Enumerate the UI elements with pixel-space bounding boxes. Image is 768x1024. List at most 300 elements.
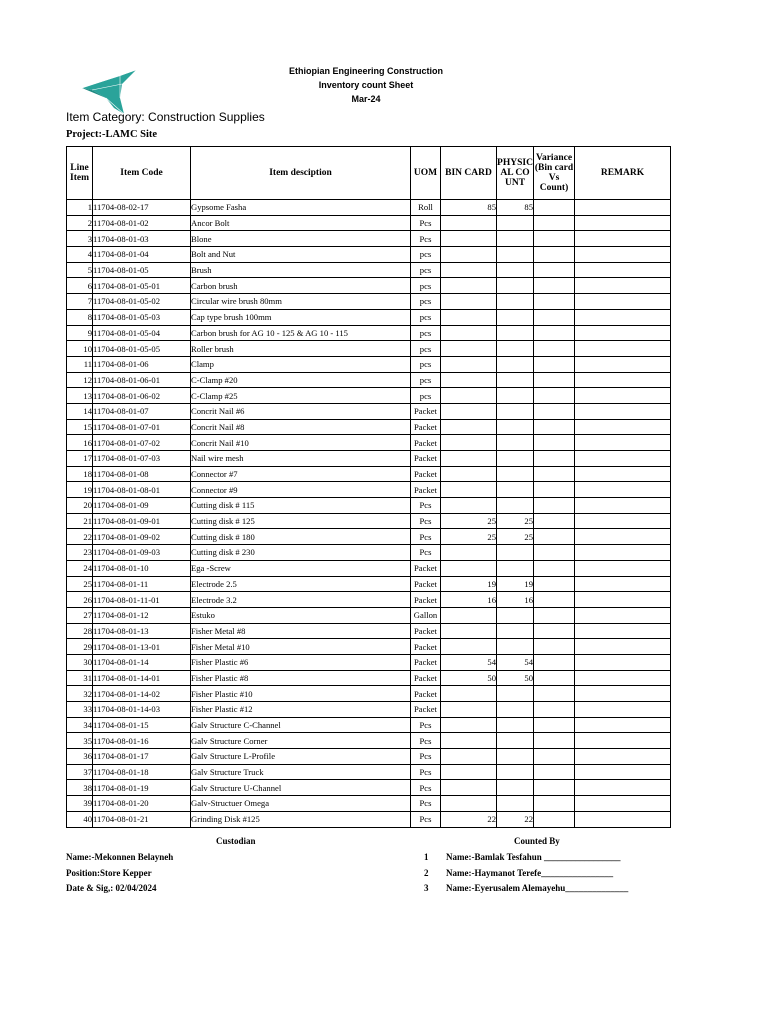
uom-cell: pcs	[411, 294, 441, 310]
item-description-cell: Clamp	[191, 356, 411, 372]
remark-cell	[575, 309, 671, 325]
line-item-cell: 13	[67, 388, 93, 404]
uom-cell: Pcs	[411, 513, 441, 529]
table-row	[67, 451, 671, 467]
table-row	[67, 545, 671, 561]
remark-cell	[575, 607, 671, 623]
physical-count-cell	[497, 419, 534, 435]
physical-count-cell	[497, 466, 534, 482]
item-code-cell: 11704-08-01-06-02	[93, 388, 191, 404]
table-row	[67, 670, 671, 686]
line-item-cell: 26	[67, 592, 93, 608]
bin-card-cell	[441, 749, 497, 765]
custodian-position: Position:Store Kepper	[66, 868, 152, 878]
col-item-code: Item Code	[93, 147, 191, 200]
item-description-cell: Connector #9	[191, 482, 411, 498]
uom-cell: Packet	[411, 560, 441, 576]
variance-cell	[534, 325, 575, 341]
physical-count-cell	[497, 403, 534, 419]
table-row	[67, 560, 671, 576]
item-code-cell: 11704-08-01-10	[93, 560, 191, 576]
bin-card-cell	[441, 278, 497, 294]
physical-count-cell: 50	[497, 670, 534, 686]
item-code-cell: 11704-08-01-14-02	[93, 686, 191, 702]
variance-cell	[534, 733, 575, 749]
variance-cell	[534, 403, 575, 419]
variance-cell	[534, 388, 575, 404]
table-row	[67, 419, 671, 435]
item-code-cell: 11704-08-01-05-05	[93, 341, 191, 357]
table-row	[67, 262, 671, 278]
line-item-cell: 10	[67, 341, 93, 357]
item-code-cell: 11704-08-01-14-03	[93, 702, 191, 718]
bin-card-cell: 25	[441, 513, 497, 529]
variance-cell	[534, 607, 575, 623]
uom-cell: Packet	[411, 435, 441, 451]
uom-cell: Pcs	[411, 545, 441, 561]
remark-cell	[575, 200, 671, 216]
bin-card-cell	[441, 639, 497, 655]
uom-cell: pcs	[411, 325, 441, 341]
item-description-cell: Connector #7	[191, 466, 411, 482]
table-row	[67, 466, 671, 482]
variance-cell	[534, 356, 575, 372]
uom-cell: pcs	[411, 372, 441, 388]
item-description-cell: Fisher Plastic #6	[191, 654, 411, 670]
line-item-cell: 38	[67, 780, 93, 796]
variance-cell	[534, 702, 575, 718]
item-description-cell: Fisher Plastic #12	[191, 702, 411, 718]
uom-cell: Packet	[411, 466, 441, 482]
item-description-cell: Nail wire mesh	[191, 451, 411, 467]
table-row	[67, 341, 671, 357]
physical-count-cell: 85	[497, 200, 534, 216]
item-code-cell: 11704-08-01-03	[93, 231, 191, 247]
variance-cell	[534, 576, 575, 592]
table-row	[67, 200, 671, 216]
item-description-cell: Concrit Nail #8	[191, 419, 411, 435]
line-item-cell: 23	[67, 545, 93, 561]
col-remark: REMARK	[575, 147, 671, 200]
table-row	[67, 654, 671, 670]
remark-cell	[575, 686, 671, 702]
line-item-cell: 36	[67, 749, 93, 765]
physical-count-cell	[497, 623, 534, 639]
variance-cell	[534, 529, 575, 545]
variance-cell	[534, 215, 575, 231]
uom-cell: pcs	[411, 309, 441, 325]
remark-cell	[575, 498, 671, 514]
item-code-cell: 11704-08-01-06-01	[93, 372, 191, 388]
counter-name: Name:-Haymanot Terefe________________	[446, 868, 614, 878]
bin-card-cell	[441, 451, 497, 467]
uom-cell: Pcs	[411, 498, 441, 514]
remark-cell	[575, 372, 671, 388]
line-item-cell: 17	[67, 451, 93, 467]
bin-card-cell	[441, 341, 497, 357]
table-row	[67, 247, 671, 263]
item-description-cell: Ancor Bolt	[191, 215, 411, 231]
item-code-cell: 11704-08-01-12	[93, 607, 191, 623]
item-description-cell: Estuko	[191, 607, 411, 623]
uom-cell: Pcs	[411, 796, 441, 812]
variance-cell	[534, 231, 575, 247]
item-code-cell: 11704-08-01-11	[93, 576, 191, 592]
uom-cell: Packet	[411, 670, 441, 686]
variance-cell	[534, 247, 575, 263]
bin-card-cell	[441, 498, 497, 514]
table-row	[67, 796, 671, 812]
remark-cell	[575, 215, 671, 231]
table-row	[67, 607, 671, 623]
line-item-cell: 12	[67, 372, 93, 388]
line-item-cell: 39	[67, 796, 93, 812]
remark-cell	[575, 623, 671, 639]
variance-cell	[534, 686, 575, 702]
item-description-cell: C-Clamp #20	[191, 372, 411, 388]
physical-count-cell	[497, 780, 534, 796]
bin-card-cell	[441, 733, 497, 749]
bin-card-cell	[441, 435, 497, 451]
physical-count-cell	[497, 388, 534, 404]
physical-count-cell	[497, 764, 534, 780]
item-code-cell: 11704-08-01-07-03	[93, 451, 191, 467]
sheet-title: Inventory count Sheet	[318, 80, 414, 90]
remark-cell	[575, 247, 671, 263]
bin-card-cell	[441, 403, 497, 419]
remark-cell	[575, 231, 671, 247]
line-item-cell: 16	[67, 435, 93, 451]
bin-card-cell	[441, 764, 497, 780]
item-description-cell: Galv Structure Truck	[191, 764, 411, 780]
col-bin-card: BIN CARD	[441, 147, 497, 200]
physical-count-cell	[497, 749, 534, 765]
table-row	[67, 388, 671, 404]
item-description-cell: Cutting disk # 125	[191, 513, 411, 529]
remark-cell	[575, 419, 671, 435]
physical-count-cell	[497, 545, 534, 561]
variance-cell	[534, 419, 575, 435]
line-item-cell: 11	[67, 356, 93, 372]
item-description-cell: Fisher Metal #10	[191, 639, 411, 655]
line-item-cell: 9	[67, 325, 93, 341]
bin-card-cell	[441, 623, 497, 639]
physical-count-cell	[497, 686, 534, 702]
variance-cell	[534, 200, 575, 216]
remark-cell	[575, 294, 671, 310]
col-physical-count: PHYSICAL COUNT	[497, 147, 534, 200]
physical-count-cell	[497, 231, 534, 247]
table-row	[67, 278, 671, 294]
table-row	[67, 639, 671, 655]
uom-cell: Roll	[411, 200, 441, 216]
table-row	[67, 325, 671, 341]
company-logo-icon	[80, 68, 140, 116]
uom-cell: pcs	[411, 356, 441, 372]
item-code-cell: 11704-08-01-08	[93, 466, 191, 482]
variance-cell	[534, 811, 575, 827]
remark-cell	[575, 325, 671, 341]
project-name: Project:-LAMC Site	[66, 129, 158, 140]
bin-card-cell	[441, 482, 497, 498]
line-item-cell: 30	[67, 654, 93, 670]
custodian-name: Name:-Mekonnen Belayneh	[66, 852, 174, 862]
physical-count-cell	[497, 356, 534, 372]
item-description-cell: Galv Structure L-Profile	[191, 749, 411, 765]
remark-cell	[575, 811, 671, 827]
table-row	[67, 435, 671, 451]
uom-cell: Pcs	[411, 717, 441, 733]
line-item-cell: 33	[67, 702, 93, 718]
item-description-cell: Galv Structure U-Channel	[191, 780, 411, 796]
table-row	[67, 811, 671, 827]
line-item-cell: 27	[67, 607, 93, 623]
bin-card-cell	[441, 466, 497, 482]
table-row	[67, 403, 671, 419]
uom-cell: Pcs	[411, 733, 441, 749]
line-item-cell: 2	[67, 215, 93, 231]
physical-count-cell	[497, 796, 534, 812]
item-code-cell: 11704-08-01-06	[93, 356, 191, 372]
counter-name: Name:-Eyerusalem Alemayehu______________	[446, 883, 629, 893]
variance-cell	[534, 796, 575, 812]
uom-cell: pcs	[411, 341, 441, 357]
counter-number: 3	[424, 883, 429, 893]
item-code-cell: 11704-08-01-09	[93, 498, 191, 514]
item-description-cell: Electrode 3.2	[191, 592, 411, 608]
physical-count-cell	[497, 341, 534, 357]
uom-cell: pcs	[411, 247, 441, 263]
table-row	[67, 529, 671, 545]
item-code-cell: 11704-08-01-14	[93, 654, 191, 670]
sheet-period: Mar-24	[351, 94, 381, 104]
bin-card-cell	[441, 325, 497, 341]
physical-count-cell	[497, 435, 534, 451]
remark-cell	[575, 670, 671, 686]
bin-card-cell	[441, 262, 497, 278]
item-code-cell: 11704-08-01-16	[93, 733, 191, 749]
table-row	[67, 749, 671, 765]
remark-cell	[575, 780, 671, 796]
physical-count-cell	[497, 639, 534, 655]
remark-cell	[575, 592, 671, 608]
table-row	[67, 576, 671, 592]
bin-card-cell	[441, 388, 497, 404]
uom-cell: Pcs	[411, 811, 441, 827]
physical-count-cell	[497, 733, 534, 749]
remark-cell	[575, 733, 671, 749]
inventory-table	[66, 146, 671, 828]
item-code-cell: 11704-08-02-17	[93, 200, 191, 216]
bin-card-cell	[441, 419, 497, 435]
item-code-cell: 11704-08-01-08-01	[93, 482, 191, 498]
uom-cell: pcs	[411, 388, 441, 404]
uom-cell: Packet	[411, 451, 441, 467]
table-row	[67, 294, 671, 310]
uom-cell: Packet	[411, 482, 441, 498]
physical-count-cell	[497, 607, 534, 623]
physical-count-cell: 54	[497, 654, 534, 670]
variance-cell	[534, 341, 575, 357]
item-code-cell: 11704-08-01-11-01	[93, 592, 191, 608]
col-variance: Variance (Bin card Vs Count)	[534, 147, 575, 200]
item-code-cell: 11704-08-01-19	[93, 780, 191, 796]
remark-cell	[575, 435, 671, 451]
remark-cell	[575, 513, 671, 529]
table-row	[67, 498, 671, 514]
table-row	[67, 733, 671, 749]
item-description-cell: Fisher Plastic #10	[191, 686, 411, 702]
line-item-cell: 25	[67, 576, 93, 592]
item-description-cell: Blone	[191, 231, 411, 247]
remark-cell	[575, 796, 671, 812]
variance-cell	[534, 764, 575, 780]
table-row	[67, 372, 671, 388]
remark-cell	[575, 451, 671, 467]
remark-cell	[575, 764, 671, 780]
item-code-cell: 11704-08-01-07	[93, 403, 191, 419]
item-code-cell: 11704-08-01-09-02	[93, 529, 191, 545]
line-item-cell: 28	[67, 623, 93, 639]
physical-count-cell: 22	[497, 811, 534, 827]
item-description-cell: Fisher Metal #8	[191, 623, 411, 639]
line-item-cell: 29	[67, 639, 93, 655]
variance-cell	[534, 435, 575, 451]
table-row	[67, 482, 671, 498]
variance-cell	[534, 654, 575, 670]
item-code-cell: 11704-08-01-07-01	[93, 419, 191, 435]
item-code-cell: 11704-08-01-17	[93, 749, 191, 765]
item-code-cell: 11704-08-01-09-01	[93, 513, 191, 529]
bin-card-cell	[441, 372, 497, 388]
item-code-cell: 11704-08-01-09-03	[93, 545, 191, 561]
line-item-cell: 22	[67, 529, 93, 545]
item-code-cell: 11704-08-01-05-01	[93, 278, 191, 294]
line-item-cell: 1	[67, 200, 93, 216]
bin-card-cell	[441, 247, 497, 263]
item-description-cell: Circular wire brush 80mm	[191, 294, 411, 310]
line-item-cell: 31	[67, 670, 93, 686]
item-description-cell: Galv Structure C-Channel	[191, 717, 411, 733]
remark-cell	[575, 403, 671, 419]
physical-count-cell	[497, 325, 534, 341]
uom-cell: Packet	[411, 623, 441, 639]
line-item-cell: 37	[67, 764, 93, 780]
table-row	[67, 702, 671, 718]
uom-cell: Packet	[411, 686, 441, 702]
bin-card-cell	[441, 702, 497, 718]
physical-count-cell	[497, 372, 534, 388]
physical-count-cell	[497, 702, 534, 718]
uom-cell: Packet	[411, 403, 441, 419]
remark-cell	[575, 654, 671, 670]
bin-card-cell	[441, 717, 497, 733]
bin-card-cell: 25	[441, 529, 497, 545]
remark-cell	[575, 576, 671, 592]
table-row	[67, 231, 671, 247]
bin-card-cell: 54	[441, 654, 497, 670]
item-code-cell: 11704-08-01-05-04	[93, 325, 191, 341]
line-item-cell: 3	[67, 231, 93, 247]
item-code-cell: 11704-08-01-05-03	[93, 309, 191, 325]
variance-cell	[534, 513, 575, 529]
custodian-label: Custodian	[216, 836, 256, 846]
variance-cell	[534, 482, 575, 498]
physical-count-cell	[497, 560, 534, 576]
uom-cell: Packet	[411, 592, 441, 608]
variance-cell	[534, 639, 575, 655]
item-code-cell: 11704-08-01-14-01	[93, 670, 191, 686]
company-name: Ethiopian Engineering Construction	[289, 66, 443, 76]
uom-cell: Packet	[411, 419, 441, 435]
bin-card-cell: 85	[441, 200, 497, 216]
bin-card-cell: 22	[441, 811, 497, 827]
physical-count-cell	[497, 482, 534, 498]
table-row	[67, 717, 671, 733]
uom-cell: Packet	[411, 639, 441, 655]
item-description-cell: Concrit Nail #6	[191, 403, 411, 419]
remark-cell	[575, 702, 671, 718]
remark-cell	[575, 545, 671, 561]
variance-cell	[534, 451, 575, 467]
variance-cell	[534, 780, 575, 796]
variance-cell	[534, 466, 575, 482]
uom-cell: Gallon	[411, 607, 441, 623]
table-row	[67, 309, 671, 325]
line-item-cell: 18	[67, 466, 93, 482]
line-item-cell: 20	[67, 498, 93, 514]
physical-count-cell	[497, 247, 534, 263]
item-code-cell: 11704-08-01-07-02	[93, 435, 191, 451]
physical-count-cell	[497, 278, 534, 294]
table-row	[67, 764, 671, 780]
bin-card-cell	[441, 686, 497, 702]
remark-cell	[575, 529, 671, 545]
bin-card-cell	[441, 545, 497, 561]
table-header-row	[67, 147, 671, 200]
item-code-cell: 11704-08-01-13-01	[93, 639, 191, 655]
item-description-cell: Galv Structure Corner	[191, 733, 411, 749]
remark-cell	[575, 356, 671, 372]
variance-cell	[534, 294, 575, 310]
item-description-cell: Electrode 2.5	[191, 576, 411, 592]
uom-cell: pcs	[411, 262, 441, 278]
counter-number: 2	[424, 868, 429, 878]
item-code-cell: 11704-08-01-13	[93, 623, 191, 639]
uom-cell: Pcs	[411, 764, 441, 780]
physical-count-cell: 16	[497, 592, 534, 608]
uom-cell: Pcs	[411, 215, 441, 231]
line-item-cell: 35	[67, 733, 93, 749]
variance-cell	[534, 592, 575, 608]
item-description-cell: Gypsome Fasha	[191, 200, 411, 216]
variance-cell	[534, 749, 575, 765]
line-item-cell: 19	[67, 482, 93, 498]
item-code-cell: 11704-08-01-15	[93, 717, 191, 733]
variance-cell	[534, 670, 575, 686]
physical-count-cell: 25	[497, 513, 534, 529]
col-line-item: Line Item	[67, 147, 93, 200]
table-row	[67, 356, 671, 372]
table-row	[67, 513, 671, 529]
item-code-cell: 11704-08-01-02	[93, 215, 191, 231]
bin-card-cell	[441, 231, 497, 247]
bin-card-cell	[441, 796, 497, 812]
line-item-cell: 32	[67, 686, 93, 702]
physical-count-cell	[497, 309, 534, 325]
item-category: Item Category: Construction Supplies	[66, 110, 265, 124]
line-item-cell: 6	[67, 278, 93, 294]
